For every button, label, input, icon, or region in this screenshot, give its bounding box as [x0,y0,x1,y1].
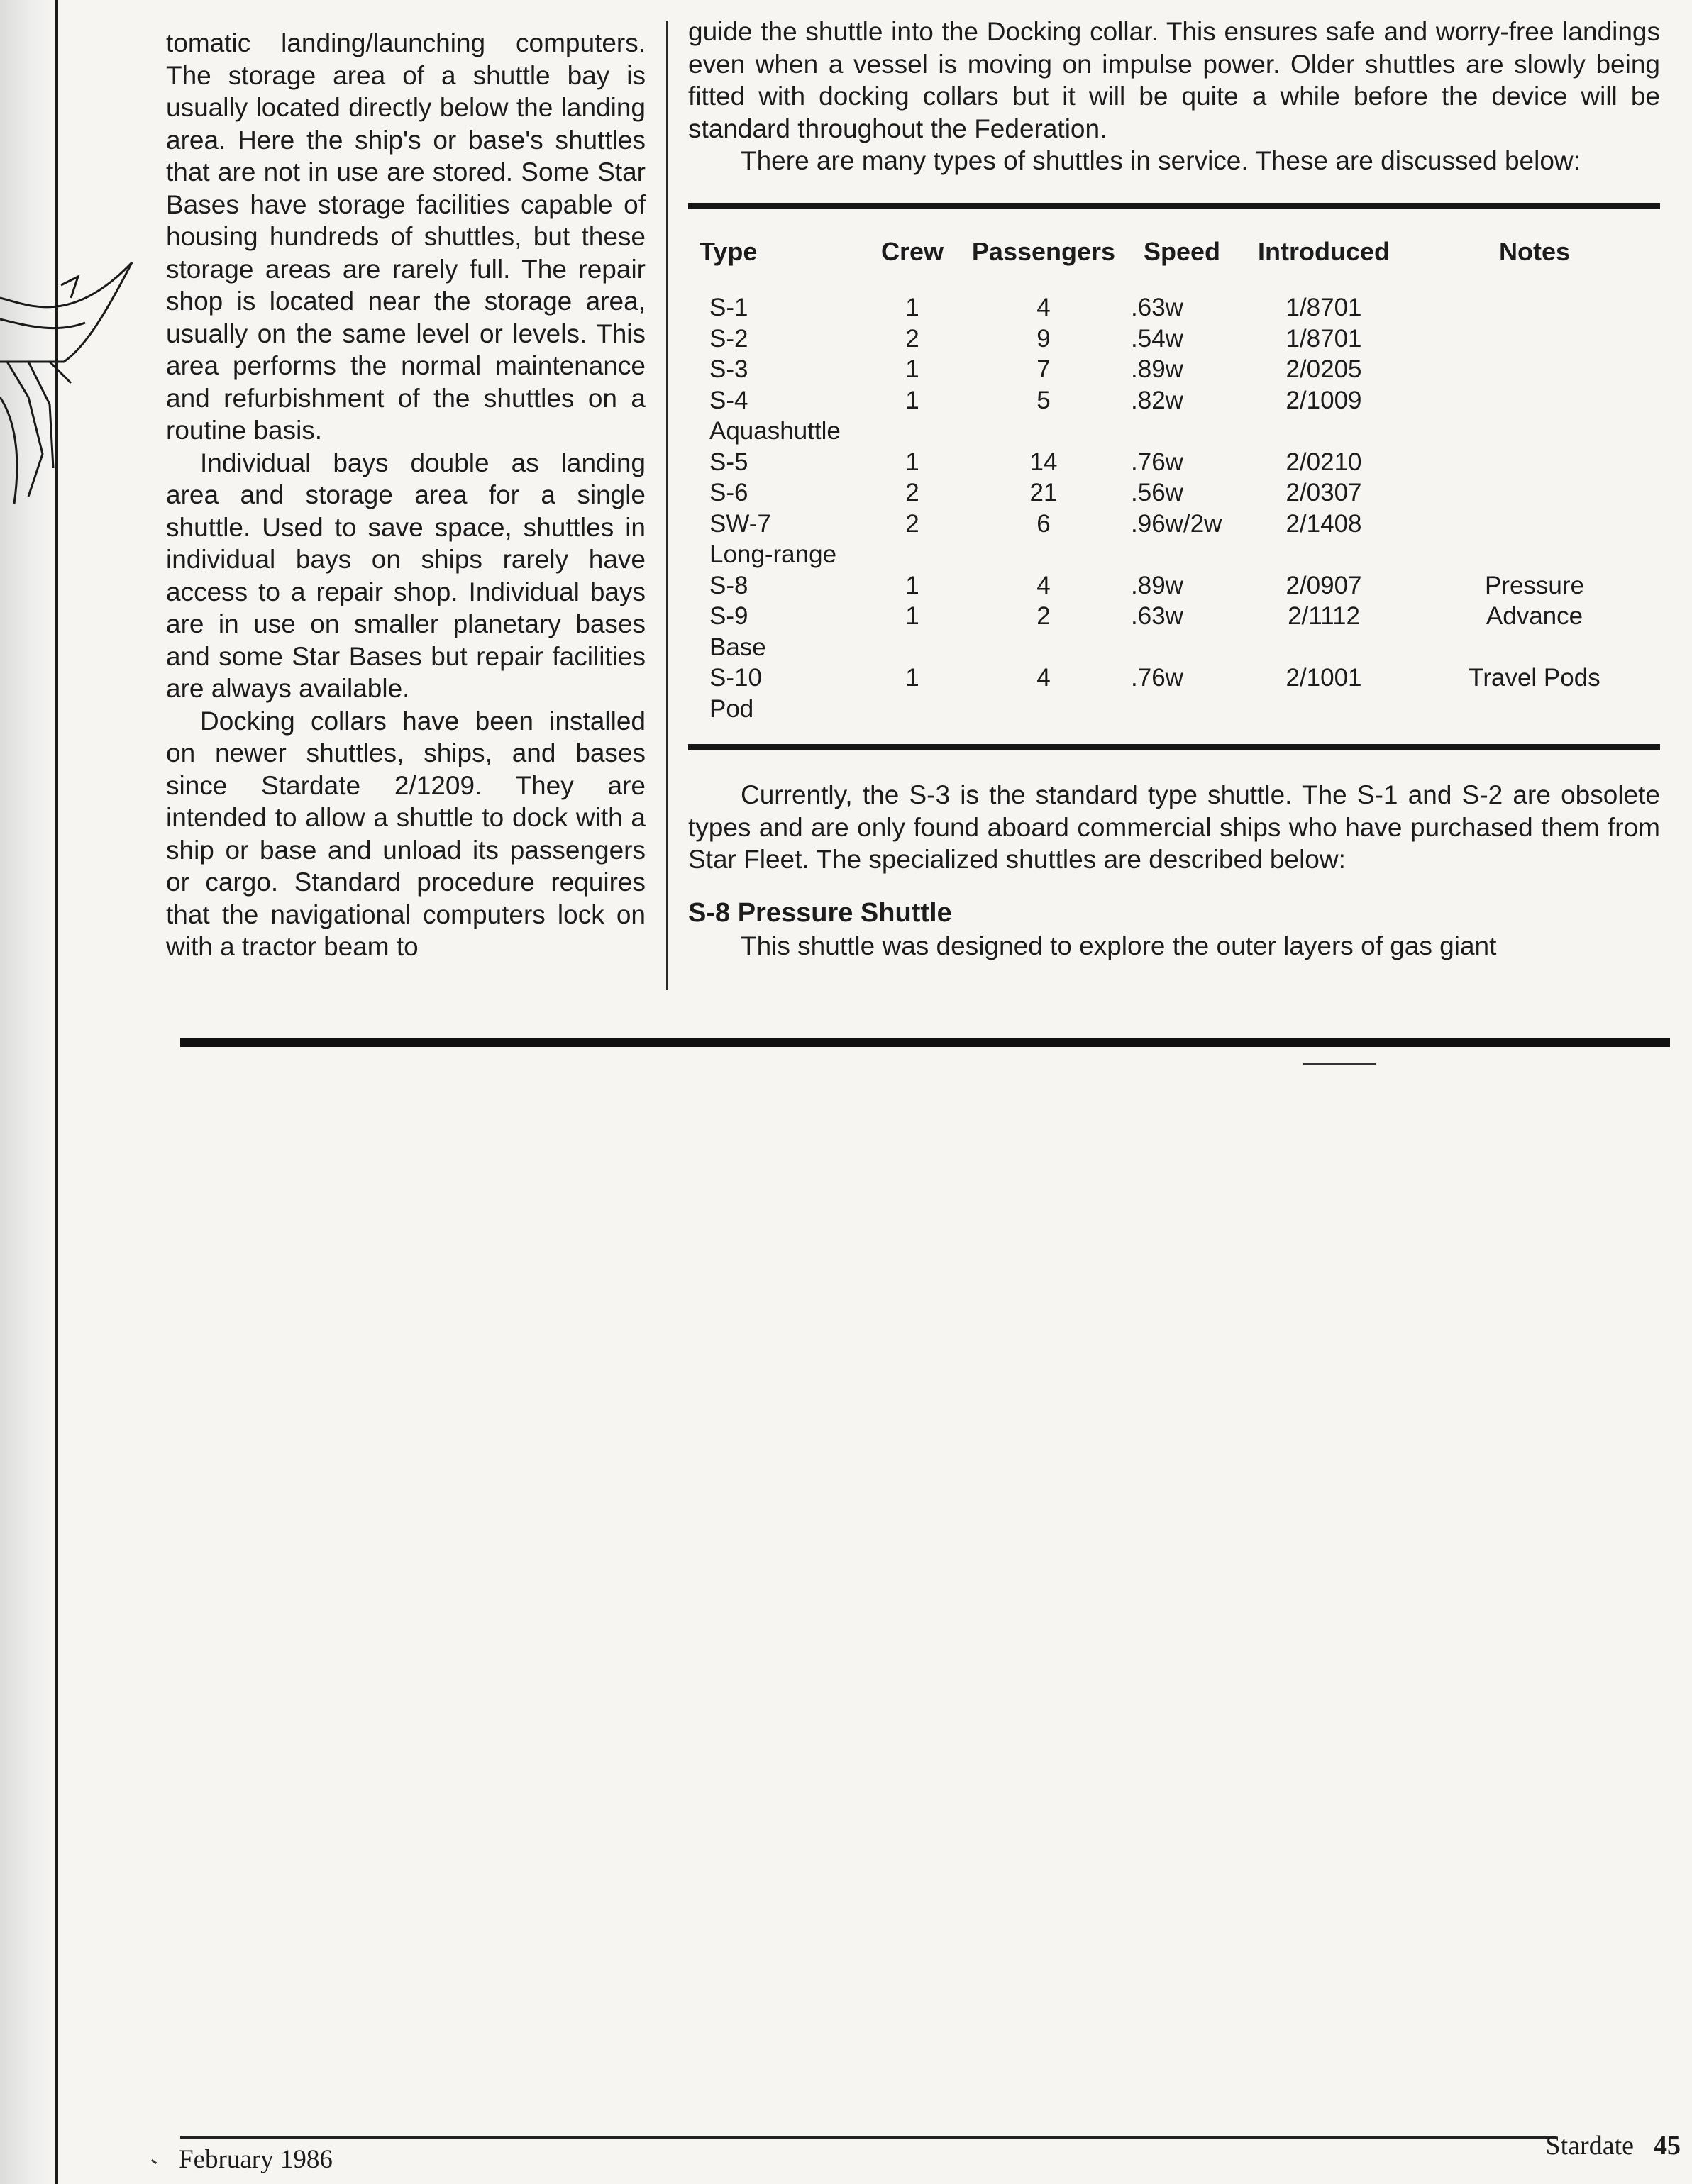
cell-crew: 2 [905,479,919,506]
cell-introduced [1239,539,1409,570]
shuttle-types-table [688,236,1660,725]
cell-introduced: 2/1009 [1285,386,1362,414]
cell-crew [863,539,962,570]
cell-type: SW-7 [709,509,771,538]
cell-introduced: 1/8701 [1285,324,1362,353]
footer-magazine-name: Stardate [1545,2131,1634,2161]
table-body [688,292,1660,724]
cell-notes [1409,416,1660,447]
cell-passengers: 7 [1036,355,1051,383]
cell-crew: 1 [905,355,919,383]
cell-passengers: 21 [1029,479,1058,506]
table-row [688,601,1660,632]
cell-speed [1125,694,1239,725]
paragraph-docking-collars: Docking collars have been installed on newer shuttles, ships, and bases since Stardate 2/1209. They are intended to allow a shuttle to dock with a ship or base and unload its passengers or cargo. Standard procedure requires that the navigational computers lock on with a tractor beam to [166,706,646,961]
cell-notes [1409,477,1660,509]
cell-introduced [1239,694,1409,725]
cell-type: S-8 [709,571,748,599]
header-notes: Notes [1498,236,1571,266]
header-crew: Crew [880,236,944,266]
table-row [688,323,1660,355]
section-bottom-rule [180,1038,1670,1047]
table-top-rule [688,203,1660,209]
cell-introduced [1239,632,1409,663]
paragraph-docking-continued: guide the shuttle into the Docking collar. This ensures safe and worry-free landings even when a vessel is moving on impulse power. Older shuttles are slowly being fitted with docking collars but it will be quite a while before the device will be standard throughout the Federation. [688,17,1660,143]
cell-notes: Pressure [1484,571,1585,599]
cell-type: S-10 [709,664,762,692]
paragraph-types-intro: There are many types of shuttles in service. These are discussed below: [741,146,1581,175]
starship-illustration-fragment [0,255,142,511]
cell-type: S-1 [709,294,748,321]
cell-type: S-6 [709,479,748,506]
cell-speed [1125,539,1239,570]
column-divider [666,21,668,990]
cell-introduced: 2/1001 [1285,664,1362,692]
footer-rule [180,2136,1556,2139]
paragraph-s8: This shuttle was designed to explore the outer layers of gas giant [741,931,1497,960]
cell-passengers: 2 [1036,602,1051,630]
cell-passengers: 6 [1036,509,1051,538]
cell-type: S-5 [709,448,748,476]
cell-passengers: 4 [1036,664,1051,692]
cell-passengers [962,539,1125,570]
cell-notes [1409,385,1660,416]
table-row [688,509,1660,540]
cell-introduced: 2/0205 [1285,355,1362,383]
table-row [688,663,1660,694]
cell-type: S-3 [709,355,748,383]
cell-speed: .63w [1131,294,1183,321]
table-header-row [688,236,1660,293]
cell-passengers: 9 [1036,324,1051,353]
cell-notes [1409,323,1660,355]
header-passengers: Passengers [971,236,1116,266]
cell-notes [1409,354,1660,385]
cell-type: S-4 [709,386,748,414]
cell-speed: .54w [1131,324,1183,353]
cell-passengers: 14 [1029,448,1058,476]
cell-crew: 1 [905,571,919,599]
section-heading-s8: S-8 Pressure Shuttle [688,897,952,928]
page-number: 45 [1654,2131,1681,2161]
cell-passengers [962,632,1125,663]
cell-passengers [962,416,1125,447]
table-bottom-rule [688,744,1660,750]
cell-notes [1409,292,1660,323]
cell-crew [863,694,962,725]
footer-date: February 1986 [179,2145,333,2174]
cell-crew: 1 [905,294,919,321]
cell-speed: .89w [1131,355,1183,383]
footer-folio [1545,2130,1681,2161]
right-text-column [688,16,1660,962]
table-row [688,385,1660,416]
cell-type: S-9 [709,602,748,630]
cell-type: Aquashuttle [709,417,841,445]
cell-speed [1125,416,1239,447]
cell-crew: 2 [905,324,919,353]
cell-speed [1125,632,1239,663]
cell-type: Base [709,633,766,661]
cell-speed: .76w [1131,664,1183,692]
cell-passengers: 4 [1036,571,1051,599]
cell-notes [1409,539,1660,570]
cell-notes [1409,509,1660,540]
cell-notes [1409,632,1660,663]
table-row [688,354,1660,385]
cell-passengers [962,694,1125,725]
cell-passengers: 4 [1036,294,1051,321]
cell-crew: 1 [905,664,919,692]
cell-notes: Advance [1486,602,1583,630]
cell-notes: Travel Pods [1469,664,1600,692]
cell-speed: .82w [1131,386,1183,414]
table-row [688,447,1660,478]
left-text-column [166,27,646,963]
cell-speed: .76w [1131,448,1183,476]
cell-introduced: 2/1112 [1288,602,1360,630]
cell-notes [1409,447,1660,478]
cell-introduced: 1/8701 [1285,294,1362,321]
cell-type: Pod [709,694,754,723]
cell-crew: 1 [905,448,919,476]
paragraph-individual-bays: Individual bays double as landing area and storage area for a single shuttle. Used to save space, shuttles in individual bays on ships rarely have access to a repair shop. Individual bays are in use on smaller planetary bases and some Star Bases but repair facilities are always available. [166,448,646,703]
printer-tab-mark [1303,1063,1376,1065]
cell-introduced [1239,416,1409,447]
cell-speed: .96w/2w [1131,509,1222,538]
cell-crew: 1 [905,602,919,630]
table-row [688,292,1660,323]
footer-tick-mark [151,2159,157,2164]
cell-type: S-2 [709,324,748,353]
cell-introduced: 2/0307 [1285,479,1362,506]
cell-notes [1409,694,1660,725]
cell-speed: .56w [1131,479,1183,506]
paragraph-bays: tomatic landing/launching computers. The storage area of a shuttle bay is usually located directly below the landing area. Here the ship's or base's shuttles that are not in use are stored. Some Star Bases have storage facilities capable of housing hundreds of shuttles, but these storage areas are rarely full. The repair shop is located near the storage area, usually on the same level or levels. This area performs the normal maintenance and refurbishment of the shuttles on a routine basis. [166,28,646,445]
cell-speed: .89w [1131,571,1183,599]
table-row [688,632,1660,663]
table-row [688,694,1660,725]
table-row [688,477,1660,509]
cell-introduced: 2/0907 [1285,571,1362,599]
paragraph-standard-shuttle: Currently, the S-3 is the standard type shuttle. The S-1 and S-2 are obsolete types and are only found aboard commercial ships who have purchased them from Star Fleet. The specialized shuttles are described below: [688,780,1660,874]
table-row [688,416,1660,447]
cell-crew: 2 [905,509,919,538]
cell-crew [863,632,962,663]
header-introduced: Introduced [1258,236,1390,266]
table-row [688,539,1660,570]
header-type: Type [700,236,758,266]
table-row [688,570,1660,602]
cell-introduced: 2/1408 [1285,509,1362,538]
cell-type: Long-range [709,541,837,568]
cell-introduced: 2/0210 [1285,448,1362,476]
cell-crew [863,416,962,447]
cell-speed: .63w [1131,602,1183,630]
cell-passengers: 5 [1036,386,1051,414]
cell-crew: 1 [905,386,919,414]
header-speed: Speed [1143,236,1221,266]
